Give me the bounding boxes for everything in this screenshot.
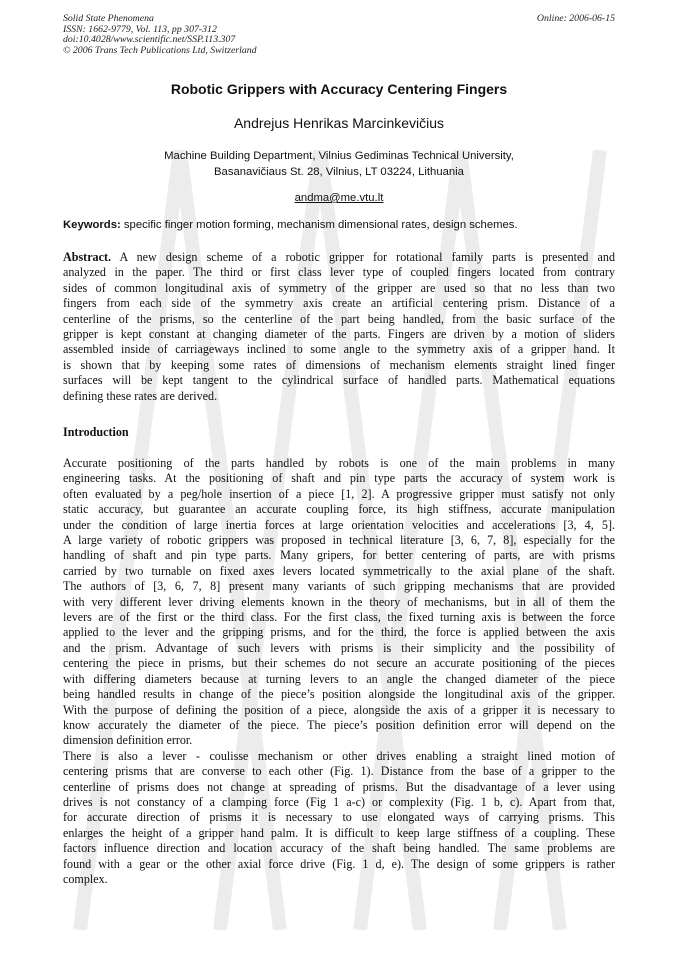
text-line bbox=[63, 250, 615, 265]
text-line: fingers from each side of the symmetry axis create an artificial centering prism. Distance of a bbox=[63, 296, 615, 311]
text-line: enlarges the height of a gripper hand palm. It is difficult to keep large stiffness of a coupling. These bbox=[63, 825, 615, 840]
author-name: Andrejus Henrikas Marcinkevičius bbox=[233, 115, 445, 131]
text-line: defining these rates are derived. bbox=[63, 388, 218, 403]
text-line: centerline of prisms does not change at spreading of prisms. But the disadvantage of a lever using bbox=[63, 779, 615, 794]
text-line: handling of shaft and pin type parts. Many gripers, for better centering of parts, are with prisms bbox=[63, 548, 615, 563]
text-line: Accurate positioning of the parts handled by robots is one of the main problems in many bbox=[63, 456, 615, 470]
text-line: The authors of [3, 6, 7, 8] present many variants of such gripping mechanisms that are provided bbox=[63, 579, 615, 594]
text-line: carried by two turnable on fixed axes levers located symmetrically to the axial plane of the shaft. bbox=[63, 563, 615, 578]
text-line: assembled inside of carriageways inclined to some angle to the symmetry axis of a gripper hand. It bbox=[63, 342, 615, 357]
text-line: is shown that by keeping some rates of dimensions of mechanism elements straight lined finger bbox=[63, 357, 615, 372]
paper-title: Robotic Grippers with Accuracy Centering Fingers bbox=[170, 81, 508, 97]
text-line: factors influence direction and location accuracy of the shaft being handled. The same problems are bbox=[63, 841, 615, 856]
text-line: for accurate direction of prisms it is necessary to use elongated ways of carrying prisms. This bbox=[63, 810, 615, 825]
keywords-text: specific finger motion forming, mechanism dimensional rates, design schemes. bbox=[120, 219, 518, 231]
doi-line: doi:10.4028/www.scientific.net/SSP.113.307 bbox=[63, 34, 236, 46]
text-line: With the purpose of defining the position of a piece, alongside the axis of a gripper it is necessary to bbox=[63, 702, 615, 717]
text-line: There is also a lever - coulisse mechanism or other drives enabling a straight lined motion of bbox=[63, 748, 615, 763]
text-line: static accuracy, but guarantee an accurate coupling force, its high stiffness, accurate manipulation bbox=[63, 502, 615, 517]
text-line: dimension definition error. bbox=[63, 733, 193, 748]
affiliation-line-1: Machine Building Department, Vilnius Gediminas Technical University, bbox=[164, 150, 514, 162]
text-line: often evaluated by a peg/hole insertion of a piece [1, 2]. A progressive gripper must satisfy not only bbox=[63, 486, 615, 501]
text-line: with very different lever driving elements known in the theory of mechanisms, but in all of them the bbox=[63, 594, 615, 609]
text-line: analyzed in the paper. The third or first class lever type of coupled fingers located from contrary bbox=[63, 265, 615, 280]
email-container bbox=[0, 192, 678, 204]
introduction-text bbox=[63, 456, 615, 887]
text-line: centering prisms that are converse to each other (Fig. 1). Distance from the base of a gripper to the bbox=[63, 764, 615, 779]
affiliation-line-2: Basanavičiaus St. 28, Vilnius, LT 03224, Lithuania bbox=[214, 166, 464, 178]
text-line: engineering tasks. At the positioning of shaft and pin type parts the accuracy of system work is bbox=[63, 471, 615, 486]
text-line: A large variety of robotic grippers was proposed in technical literature [3, 6, 7, 8], especially for the bbox=[63, 533, 615, 548]
text-line: surfaces will be kept tangent to the cylindrical surface of handled parts. Mathematical equations bbox=[63, 373, 615, 388]
journal-name: Solid State Phenomena bbox=[63, 13, 154, 24]
journal-header bbox=[63, 14, 257, 56]
abstract bbox=[63, 250, 615, 404]
text-line: applied to the lever and the gripping prisms, and for the third, the force is applied between the axis bbox=[63, 625, 615, 640]
text-line: being handled results in change of the piece’s position alongside the longitudinal axis of the gripper. bbox=[63, 687, 615, 702]
keywords-label: Keywords: bbox=[63, 219, 121, 231]
email-link[interactable]: andma@me.vtu.lt bbox=[294, 192, 384, 204]
text-line: know accurately the diameter of the piece. The piece’s position definition error will depend on the bbox=[63, 717, 615, 732]
text-line: sides of common longitudinal axis of symmetry of the gripper are used so that no less than two bbox=[63, 280, 615, 295]
text-line: complex. bbox=[63, 871, 108, 886]
copyright-line: © 2006 Trans Tech Publications Ltd, Switzerland bbox=[63, 44, 257, 56]
issn-line: ISSN: 1662-9779, Vol. 113, pp 307-312 bbox=[63, 23, 217, 35]
text-line: centering the piece in prisms, but their schemes do not secure an accurate positioning of the pieces bbox=[63, 656, 615, 671]
text-line: centerline of the prisms, so the centerline of the part being handled, from the basic surface of the bbox=[63, 311, 615, 326]
abstract-label: Abstract. bbox=[63, 250, 112, 264]
section-heading-introduction: Introduction bbox=[63, 425, 129, 439]
text-line: found with a gear or the other axial force drive (Fig. 1 d, e). The design of some grippers is rather bbox=[63, 856, 615, 871]
text-line: drives is not constancy of a clamping force (Fig 1 a-c) or complexity (Fig. 1 b, c). Apart from that, bbox=[63, 794, 615, 809]
text-line-content: A new design scheme of a robotic gripper for rotational family parts is presented and bbox=[111, 250, 615, 264]
text-line: gripper is kept constant at changing diameter of the parts. Fingers are driven by a motion of sliders bbox=[63, 327, 615, 342]
text-line: and the prism. Advantage of such levers with prisms is their simplicity and the possibility of bbox=[63, 640, 615, 655]
text-line: with differing diameters because at turning levers to an angle the changed diameter of the piece bbox=[63, 671, 615, 686]
text-line: levers are of the first or the third class. For the first class, the fixed turning axis is between the force bbox=[63, 610, 615, 625]
keywords bbox=[63, 219, 615, 231]
online-date: Online: 2006-06-15 bbox=[536, 13, 615, 24]
text-line: under the condition of large inertia forces at large orientation velocities and accelerations [3, 4, 5]. bbox=[63, 517, 615, 532]
affiliation bbox=[0, 148, 678, 180]
